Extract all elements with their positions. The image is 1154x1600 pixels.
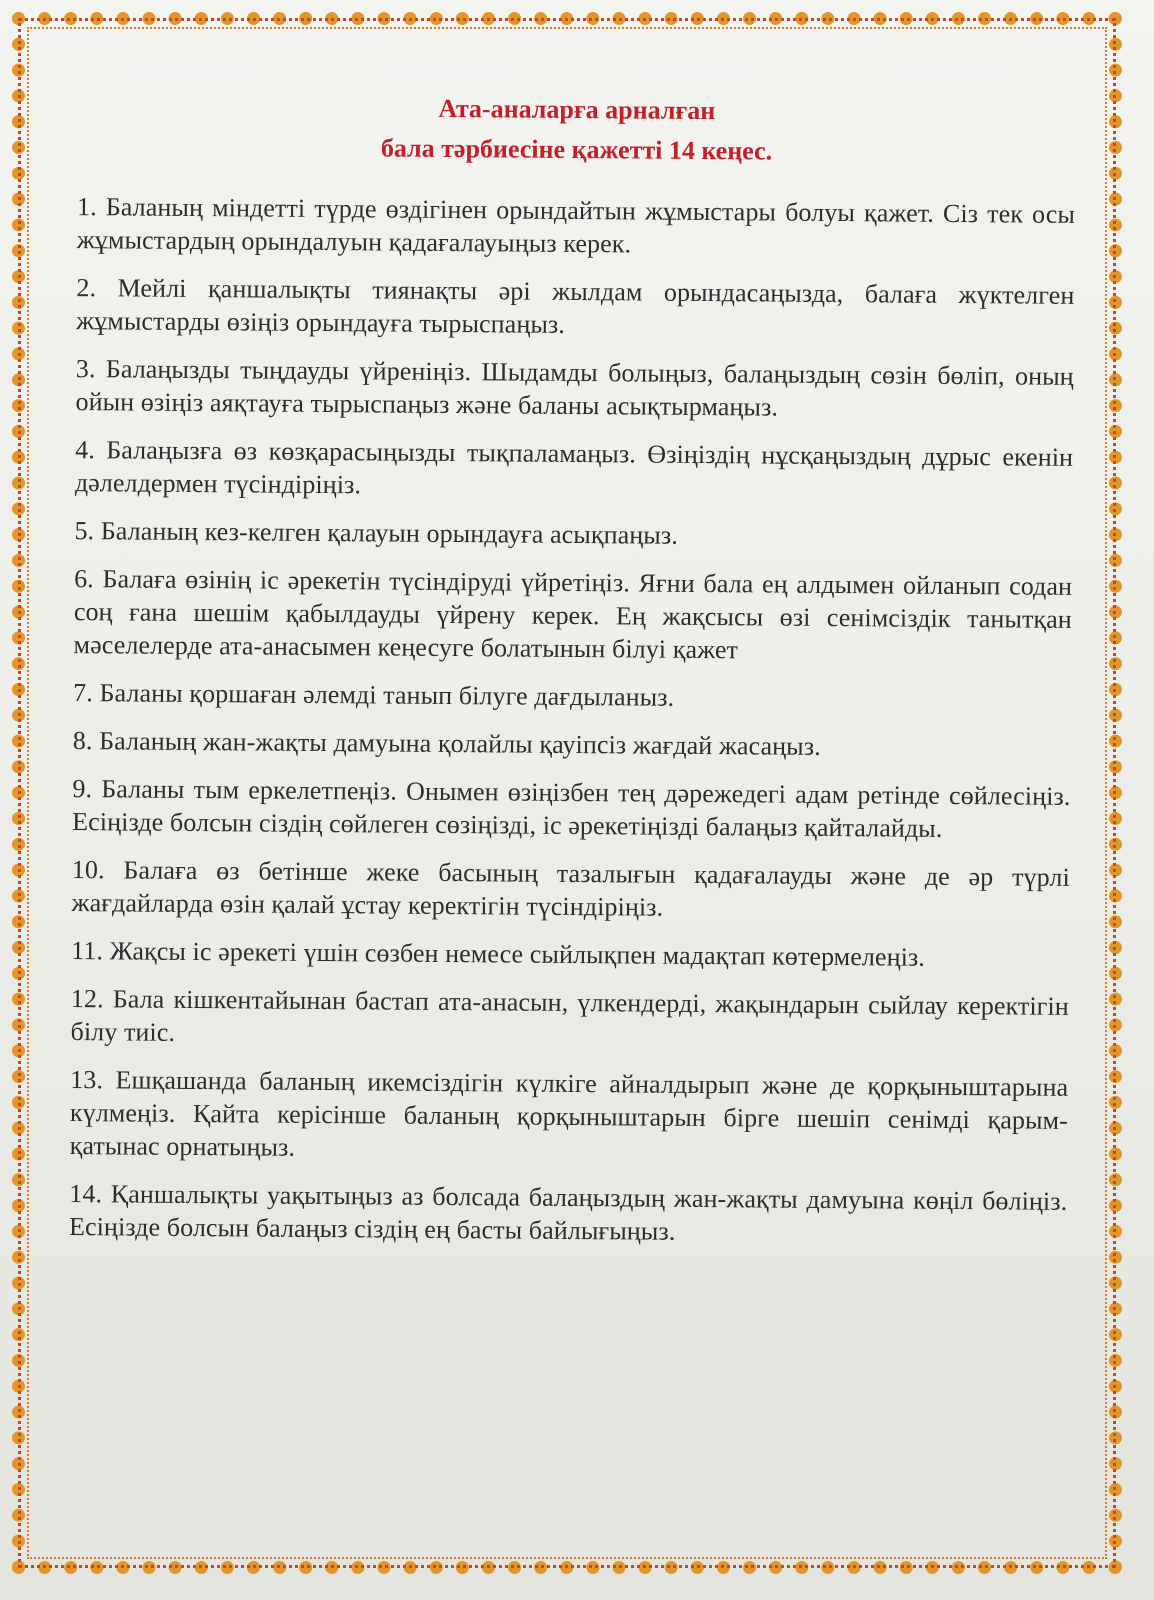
tip-item-3: 3. Балаңызды тыңдауды үйреніңіз. Шыдамды болыңыз, балаңыздың сөзін бөліп, оның ойын өзіңіз аяқтауға тырыспаңыз және баланы асықтырмаңыз. — [75, 354, 1074, 422]
document-title — [77, 86, 1076, 174]
tip-item-4: 4. Балаңызға өз көзқарасыңызды тықпаламаңыз. Өзіңіздің нұсқаңыздың дұрыс екенін дәлелдермен түсіндіріңіз. — [74, 435, 1074, 500]
tip-item-5: 5. Баланың кез-келген қалауын орындауға асықпаңыз. — [74, 516, 678, 550]
tip-item-13: 13. Ешқашанда баланың икемсіздігін күлкіге айналдырып және де қорқыныштарына күлмеңіз. Қайта керісінше баланың қорқыныштарын бірге шешіп сенімді қарым-қатынас орнатыңыз. — [69, 1065, 1069, 1162]
tip-item-12: 12. Бала кішкентайынан бастап ата-анасын, үлкендерді, жақындарын сыйлау керектігін білу тиіс. — [70, 984, 1069, 1047]
tip-item-11: 11. Жақсы іс әрекеті үшін сөзбен немесе сыйлықпен мадақтап көтермелеңіз. — [71, 936, 926, 972]
tips-list — [69, 190, 1075, 1251]
tip-item-6: 6. Балаға өзінің іс әрекетін түсіндіруді үйретіңіз. Яғни бала ең алдымен ойланып содан соң ғана шешім қабылдауды үйрену керек. Ең жақсысы өзі сенімсіздік танытқан мәселелерде ата-анасымен кеңесуге болатынын білуі қажет — [73, 564, 1073, 665]
tip-item-7: 7. Баланы қоршаған әлемді танып білуге дағдыланыз. — [73, 678, 675, 712]
tip-item-1: 1. Баланың міндетті түрде өздігінен орындайтын жұмыстары болуы қажет. Сіз тек осы жұмыстардың орындалуын қадағалауыңыз керек. — [76, 192, 1076, 259]
tip-item-10: 10. Балаға өз бетінше жеке басының тазалығын қадағалауды және де әр түрлі жағдайларда өзін қалай ұстау керектігін түсіндіріңіз. — [71, 855, 1070, 922]
title-line-2: бала тәрбиесіне қажетті 14 кеңес. — [380, 133, 773, 166]
document-content — [69, 86, 1076, 1266]
tip-item-2: 2. Мейлі қаншалықты тиянақты әрі жылдам орындасаңызда, балаға жүктелген жұмыстарды өзіңіз орындауға тырыспаңыз. — [76, 273, 1075, 339]
title-line-1: Ата-аналарға арналған — [438, 93, 716, 126]
tip-item-9: 9. Баланы тым еркелетпеңіз. Онымен өзіңізбен тең дәрежедегі адам ретінде сөйлесіңіз. Есіңізде болсын сіздің сөйлеген сөзіңізді, іс әрекетіңізді балаңыз қайталайды. — [72, 774, 1071, 843]
tip-item-8: 8. Баланың жан-жақты дамуына қолайлы қауіпсіз жағдай жасаңыз. — [72, 726, 821, 761]
tip-item-14: 14. Қаншалықты уақытыңыз аз болсада балаңыздың жан-жақты дамуына көңіл бөліңіз. Есіңізде болсын балаңыз сіздің ең басты байлығыңыз. — [68, 1179, 1068, 1246]
